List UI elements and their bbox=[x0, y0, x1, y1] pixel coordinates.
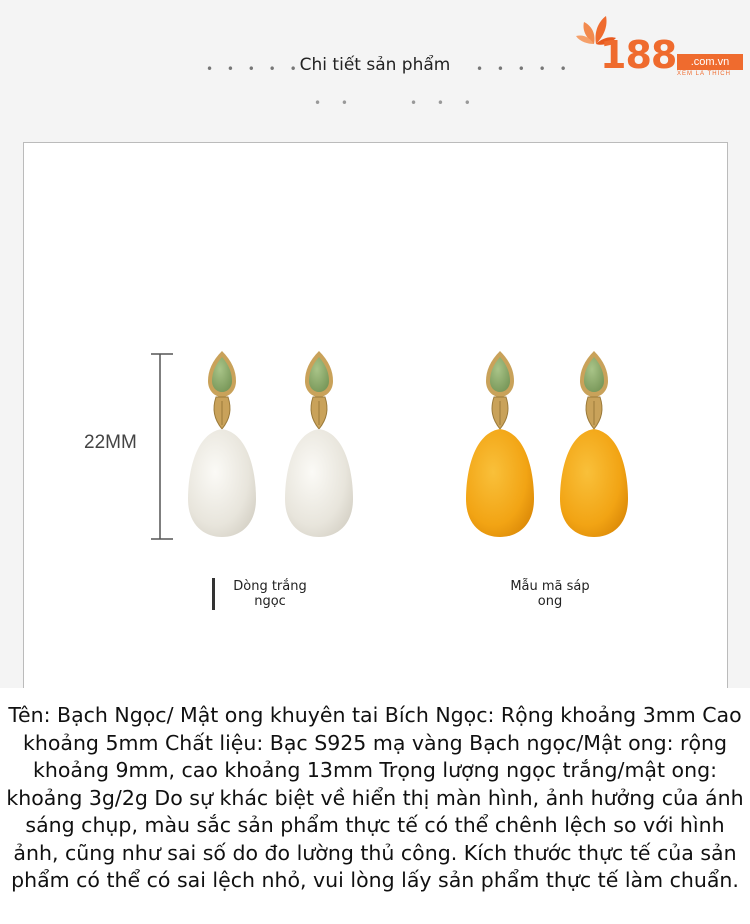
decorative-subdots-left: • • bbox=[314, 96, 356, 110]
product-image bbox=[23, 142, 728, 703]
description-text: Tên: Bạch Ngọc/ Mật ong khuyên tai Bích Ngọc: Rộng khoảng 3mm Cao khoảng 5mm Chất liệu: Bạc S925 mạ vàng Bạch ngọc/Mật ong: rộng khoảng 9mm, cao khoảng 13mm Trọng lượng ngọc trắng/mật ong: khoảng 3g/2g Do sự khác biệt về hiển thị màn hình, ảnh hưởng của ánh sáng chụp, màu sắc sản phẩm thực tế có thể chênh lệch so với hình ảnh, cũng như sai số do đo lường thủ công. Kích thước thực tế của sản phẩm có thể có sai lệch nhỏ, vui lòng lấy sản phẩm thực tế làm chuẩn. bbox=[6, 703, 744, 892]
honey-wax-earring-left bbox=[466, 351, 534, 537]
brand-logo[interactable] bbox=[576, 14, 744, 80]
measurement-label: 22MM bbox=[84, 432, 137, 453]
decorative-dots-left: • • • • • bbox=[206, 62, 302, 76]
product-description bbox=[0, 688, 750, 924]
white-jade-earring-right bbox=[285, 351, 353, 537]
logo-number: 188 bbox=[600, 33, 677, 77]
logo-tagline: XEM LÀ THÍCH bbox=[677, 71, 731, 77]
earrings-illustration bbox=[24, 143, 727, 703]
decorative-subdots-right: • • • bbox=[410, 96, 479, 110]
honey-wax-earring-right bbox=[560, 351, 628, 537]
white-jade-earring-left bbox=[188, 351, 256, 537]
decorative-dots-right: • • • • • bbox=[476, 62, 572, 76]
logo-domain: .com.vn bbox=[677, 54, 743, 70]
label-marker bbox=[212, 578, 215, 610]
variant-honey-wax-label: Mẫu mã sáp ong bbox=[510, 579, 590, 609]
page-title: Chi tiết sản phẩm bbox=[299, 55, 451, 75]
variant-white-jade-label: Dòng trắng ngọc bbox=[233, 579, 307, 609]
